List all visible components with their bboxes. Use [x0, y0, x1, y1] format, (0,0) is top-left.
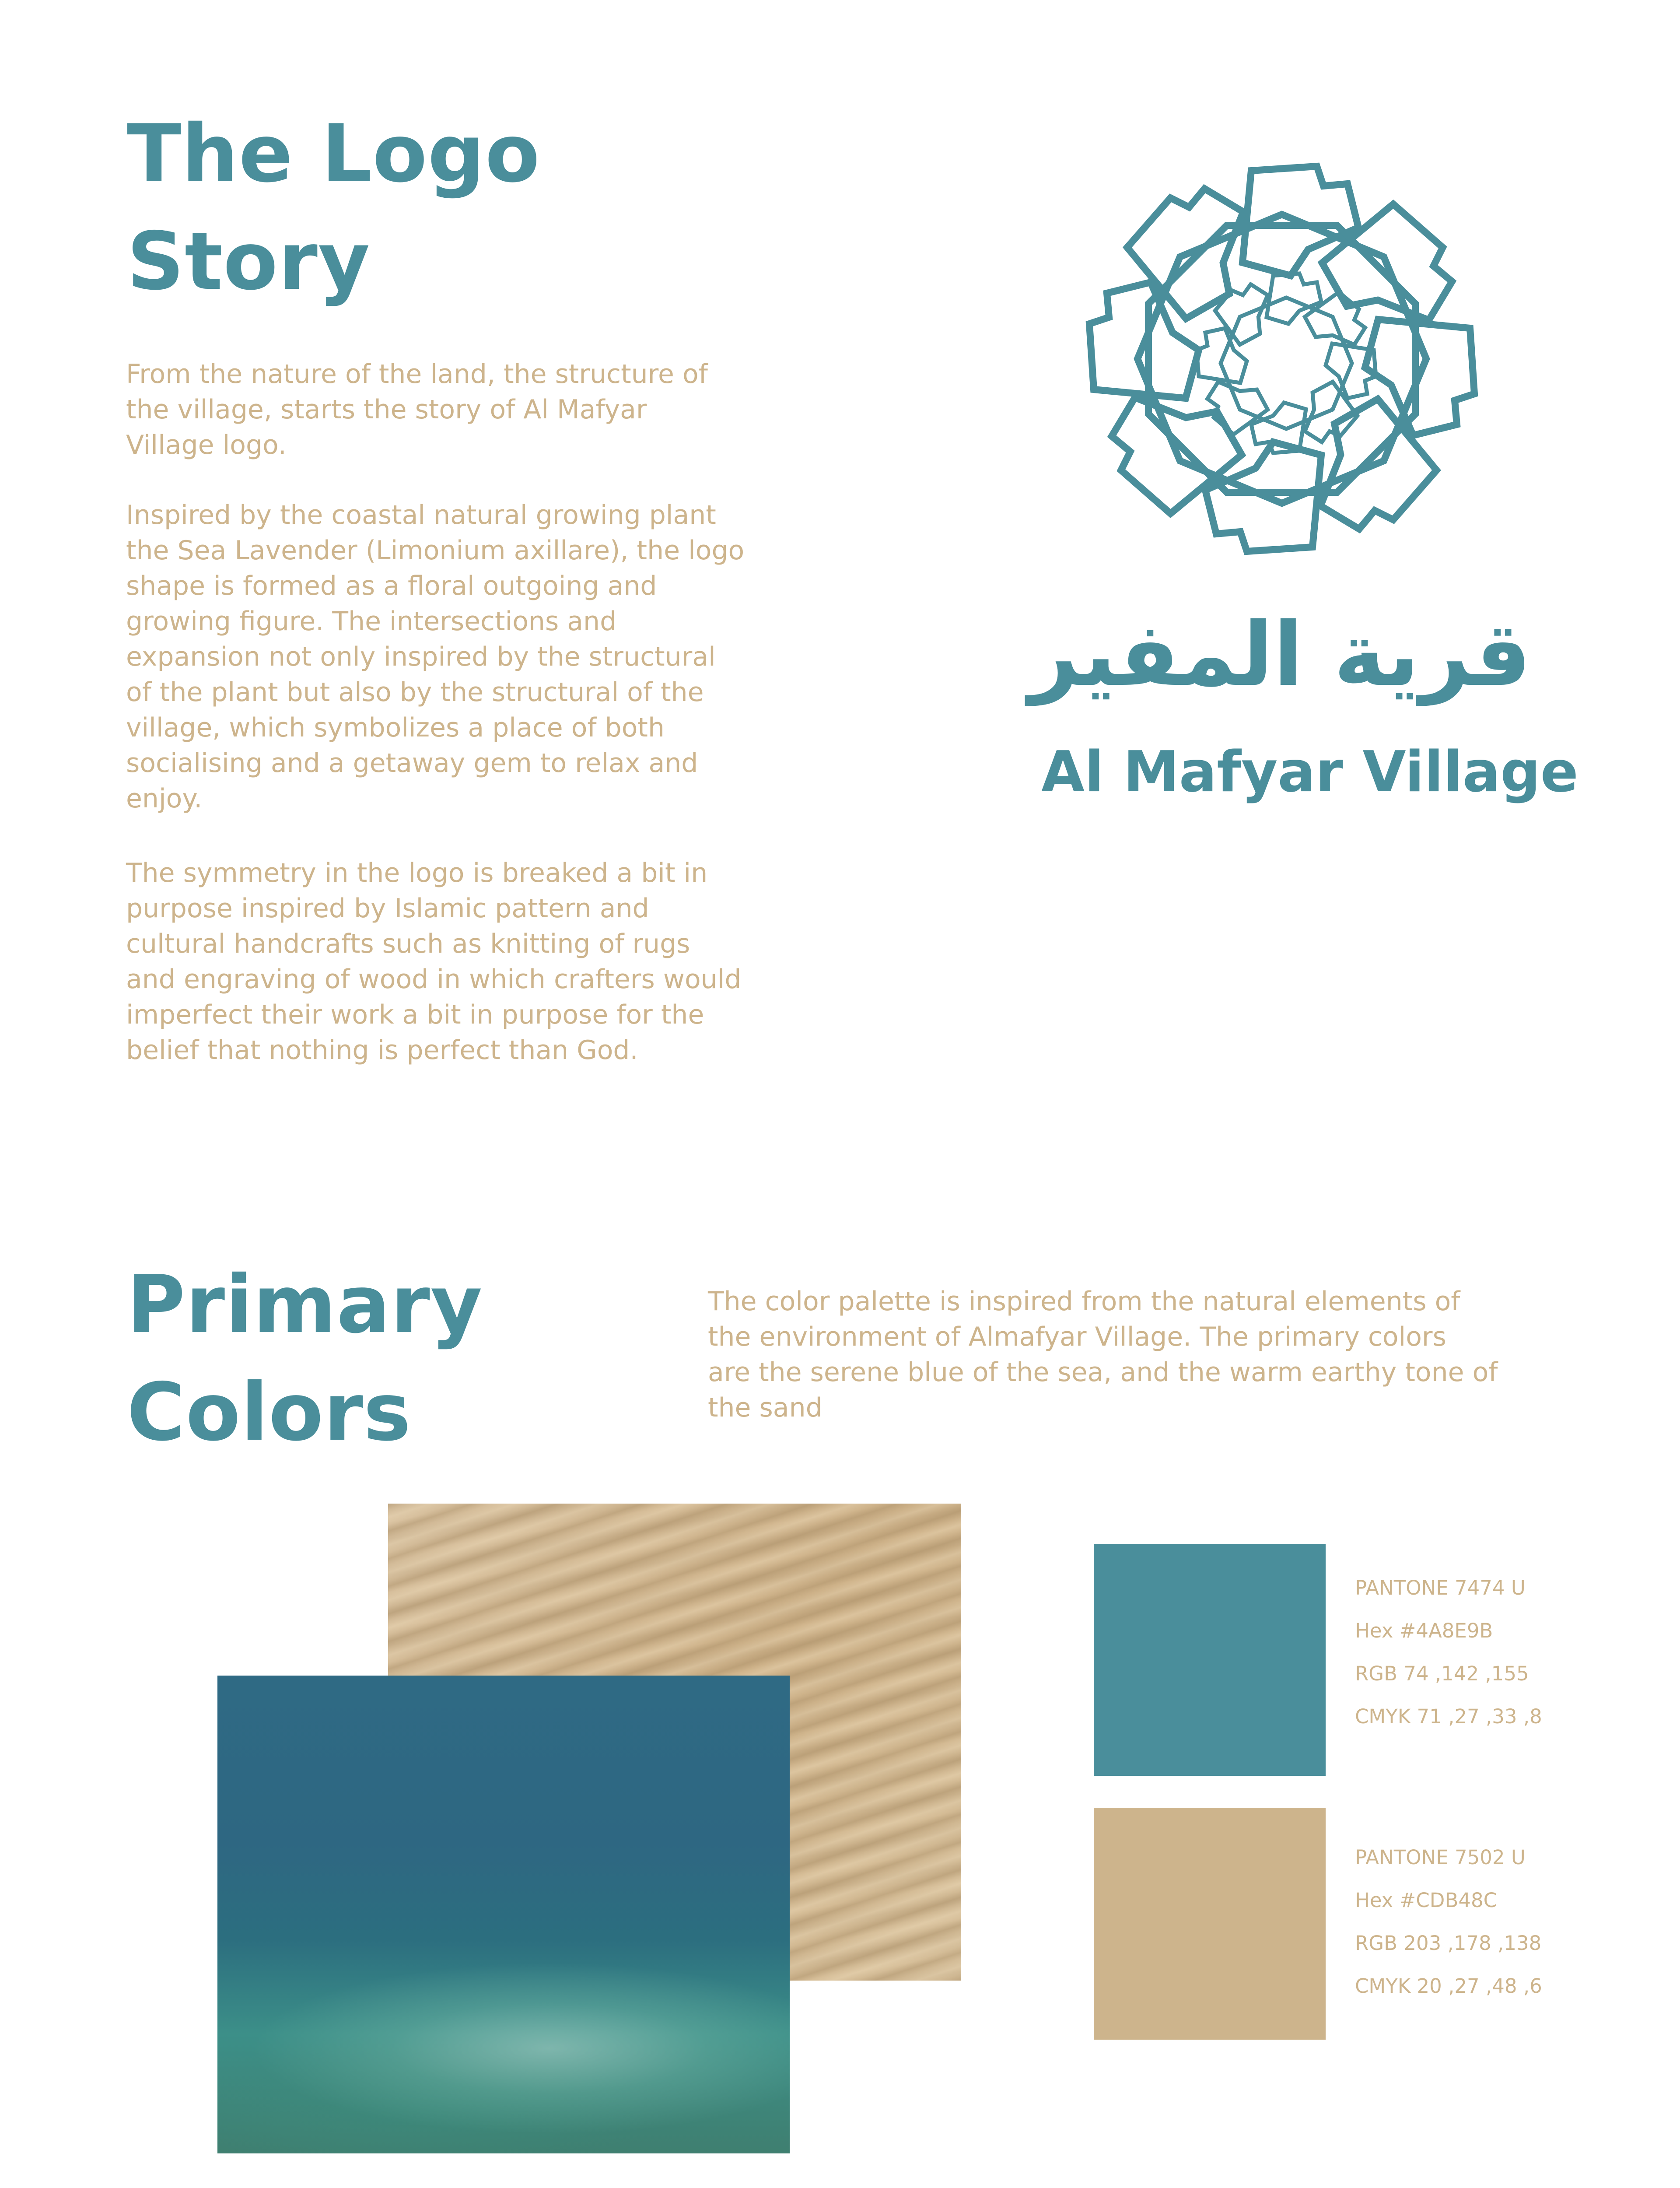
hex-label: Hex #4A8E9B	[1355, 1619, 1493, 1642]
logo-story-paragraph-1: From the nature of the land, the structure of the village, starts the story of Al Mafyar Village logo.	[126, 359, 708, 460]
color-spec-blue	[1355, 1567, 1542, 1738]
primary-colors-title	[127, 1251, 483, 1466]
logo-story-title-line1: The Logo	[127, 107, 540, 200]
hex-label: Hex #CDB48C	[1355, 1889, 1497, 1912]
logo-emblem-icon	[1059, 136, 1505, 582]
color-swatch-blue	[1094, 1544, 1326, 1776]
rgb-label: RGB 74 ,142 ,155	[1355, 1662, 1529, 1685]
logo-name-english: Al Mafyar Village	[1041, 740, 1578, 805]
primary-colors-title-line1: Primary	[127, 1258, 483, 1351]
primary-colors-description: The color palette is inspired from the natural elements of the environment of Almafyar Village. The primary colors are the serene blue of the sea, and the warm earthy tone of the sand	[708, 1286, 1498, 1423]
rgb-label: RGB 203 ,178 ,138	[1355, 1932, 1542, 1955]
color-spec-sand	[1355, 1836, 1542, 2008]
logo-name-arabic: قرية المفير	[1028, 604, 1531, 706]
logo-story-paragraph-2: Inspired by the coastal natural growing plant the Sea Lavender (Limonium axillare), the logo shape is formed as a floral outgoing and growing figure. The intersections and expansion not only inspired by the structural of the plant but also by the structural of the village, which symbolizes a place of both socialising and a getaway gem to relax and enjoy.	[126, 500, 745, 814]
logo-story-title	[127, 100, 540, 315]
cmyk-label: CMYK 71 ,27 ,33 ,8	[1355, 1705, 1542, 1728]
sea-aerial-photo	[217, 1676, 790, 2153]
primary-colors-title-line2: Colors	[127, 1366, 412, 1459]
color-swatch-sand	[1094, 1808, 1326, 2040]
logo-story-title-line2: Story	[127, 215, 371, 308]
pantone-label: PANTONE 7474 U	[1355, 1576, 1526, 1599]
pantone-label: PANTONE 7502 U	[1355, 1846, 1526, 1869]
logo-story-paragraph-3: The symmetry in the logo is breaked a bit in purpose inspired by Islamic pattern and cultural handcrafts such as knitting of rugs and engraving of wood in which crafters would imperfect their work a bit in purpose for the belief that nothing is perfect than God.	[126, 858, 742, 1066]
cmyk-label: CMYK 20 ,27 ,48 ,6	[1355, 1974, 1542, 1998]
